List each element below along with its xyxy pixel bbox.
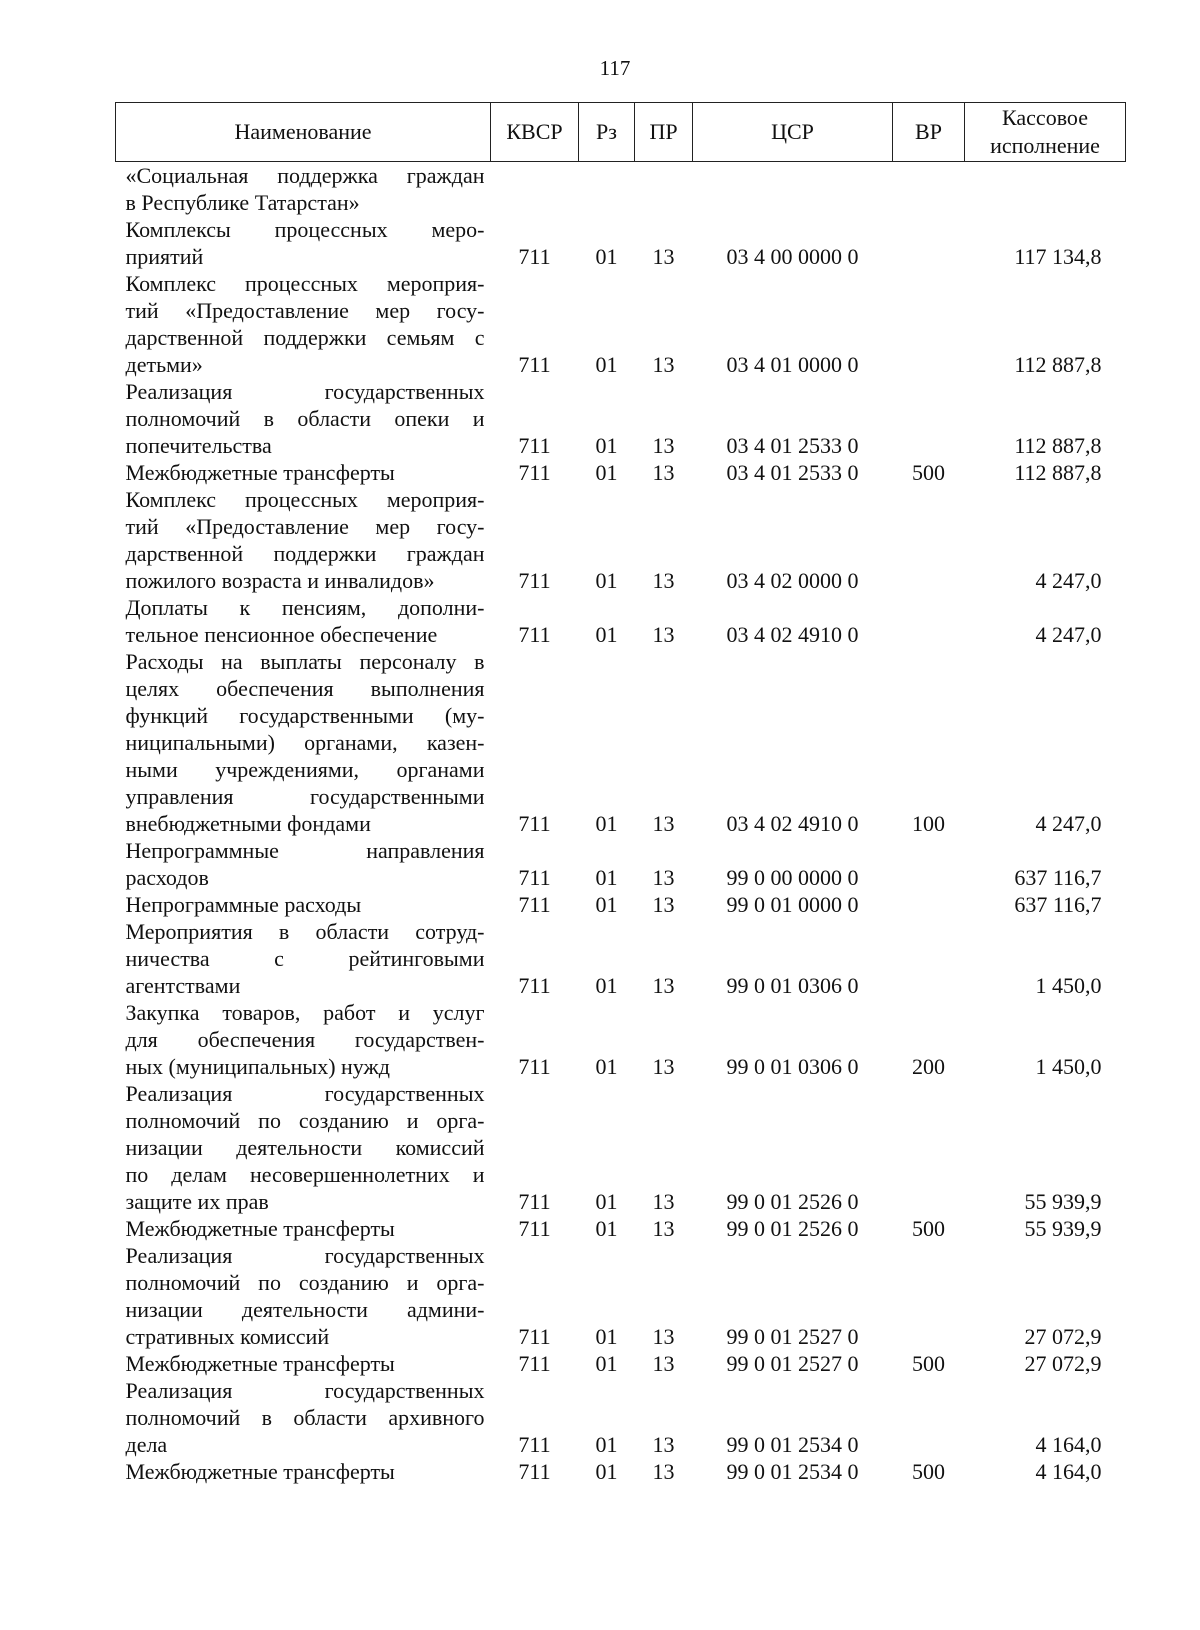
- row-kvsr-cell: 711: [518, 622, 551, 647]
- row-name-line: Межбюджетные трансферты: [125, 1459, 395, 1484]
- row-vr-cell: [893, 891, 965, 918]
- row-csr-cell: 03 4 01 2533 0: [726, 433, 859, 458]
- row-sum-cell: 637 116,7: [1014, 892, 1102, 917]
- row-pr-cell: 13: [652, 1324, 675, 1349]
- row-csr-cell: 99 0 00 0000 0: [726, 865, 859, 890]
- row-name-line: попечительства: [125, 433, 272, 458]
- row-csr-cell: [693, 162, 893, 217]
- row-csr-cell: 99 0 01 2534 0: [726, 1459, 859, 1484]
- row-kvsr-cell: 711: [518, 568, 551, 593]
- row-vr-cell: 500: [912, 1459, 945, 1484]
- row-vr-cell: 500: [912, 1351, 945, 1376]
- row-pr-cell: 13: [652, 1459, 675, 1484]
- row-name-line: Комплекс процессных мероприя-: [125, 271, 485, 296]
- row-vr-cell: [893, 486, 965, 594]
- row-name-cell: [116, 918, 491, 999]
- row-name-line: внебюджетными фондами: [125, 811, 371, 836]
- row-pr-cell: 13: [652, 811, 675, 836]
- table-row: [116, 1215, 1126, 1242]
- row-csr-cell: 03 4 01 0000 0: [726, 352, 859, 377]
- row-name-cell: [116, 1377, 491, 1458]
- row-name-cell: [116, 1080, 491, 1215]
- row-name-line: управления государственными: [125, 784, 485, 809]
- row-pr-cell: 13: [652, 865, 675, 890]
- row-name-line: стративных комиссий: [125, 1324, 330, 1349]
- table-row: [116, 1242, 1126, 1350]
- row-csr-cell: 03 4 02 4910 0: [726, 811, 859, 836]
- row-kvsr-cell: 711: [518, 1324, 551, 1349]
- row-name-cell: [116, 594, 491, 648]
- row-name-line: ничества с рейтинговыми: [125, 946, 485, 971]
- row-name-cell: [116, 1458, 491, 1485]
- row-name-cell: [116, 837, 491, 891]
- row-name-line: низации деятельности админи-: [125, 1297, 485, 1322]
- table-row: [116, 918, 1126, 999]
- row-name-cell: [116, 891, 491, 918]
- row-rz-cell: 01: [595, 1324, 618, 1349]
- row-kvsr-cell: 711: [518, 244, 551, 269]
- page-number: 117: [599, 56, 631, 80]
- row-rz-cell: 01: [595, 865, 618, 890]
- row-pr-cell: [635, 162, 693, 217]
- row-pr-cell: 13: [652, 1351, 675, 1376]
- row-kvsr-cell: 711: [518, 460, 551, 485]
- row-kvsr-cell: 711: [518, 892, 551, 917]
- row-kvsr-cell: 711: [518, 865, 551, 890]
- row-sum-cell: 4 247,0: [1035, 811, 1102, 836]
- row-name-cell: [116, 459, 491, 486]
- row-rz-cell: 01: [595, 433, 618, 458]
- row-sum-cell: 4 164,0: [1035, 1432, 1102, 1457]
- row-rz-cell: 01: [595, 892, 618, 917]
- row-pr-cell: 13: [652, 1054, 675, 1079]
- row-kvsr-cell: 711: [518, 1351, 551, 1376]
- row-sum-cell: 27 072,9: [1024, 1351, 1102, 1376]
- row-vr-cell: [893, 162, 965, 217]
- row-pr-cell: 13: [652, 244, 675, 269]
- row-name-line: низации деятельности комиссий: [125, 1135, 485, 1160]
- row-csr-cell: 99 0 01 2526 0: [726, 1189, 859, 1214]
- row-csr-cell: 99 0 01 2527 0: [726, 1351, 859, 1376]
- table-header: [116, 103, 1126, 162]
- row-name-line: для обеспечения государствен-: [125, 1027, 485, 1052]
- row-kvsr-cell: 711: [518, 1459, 551, 1484]
- row-vr-cell: [893, 918, 965, 999]
- row-name-line: агентствами: [125, 973, 241, 998]
- row-csr-cell: 99 0 01 2534 0: [726, 1432, 859, 1457]
- table-row: [116, 486, 1126, 594]
- row-vr-cell: [893, 1377, 965, 1458]
- table-row: [116, 459, 1126, 486]
- table-body: [116, 162, 1126, 1486]
- row-name-line: Реализация государственных: [125, 1378, 485, 1403]
- row-csr-cell: 99 0 01 2527 0: [726, 1324, 859, 1349]
- row-pr-cell: 13: [652, 433, 675, 458]
- row-name-line: Реализация государственных: [125, 379, 485, 404]
- row-pr-cell: 13: [652, 892, 675, 917]
- row-name-line: Непрограммные расходы: [125, 892, 362, 917]
- row-name-cell: [116, 648, 491, 837]
- row-kvsr-cell: 711: [518, 1432, 551, 1457]
- row-name-line: Реализация государственных: [125, 1243, 485, 1268]
- row-name-cell: [116, 270, 491, 378]
- row-pr-cell: 13: [652, 1216, 675, 1241]
- row-rz-cell: 01: [595, 1054, 618, 1079]
- row-rz-cell: 01: [595, 1351, 618, 1376]
- header-sum: Кассовое исполнение: [965, 103, 1126, 162]
- table-row: [116, 216, 1126, 270]
- row-name-line: тий «Предоставление мер госу-: [125, 298, 485, 323]
- row-name-line: функций государственными (му-: [125, 703, 485, 728]
- row-csr-cell: 03 4 01 2533 0: [726, 460, 859, 485]
- table-row: [116, 837, 1126, 891]
- row-pr-cell: 13: [652, 1189, 675, 1214]
- budget-execution-table: [115, 102, 1126, 1485]
- row-kvsr-cell: [491, 162, 579, 217]
- row-sum-cell: 4 247,0: [1035, 622, 1102, 647]
- row-pr-cell: 13: [652, 973, 675, 998]
- row-kvsr-cell: 711: [518, 1189, 551, 1214]
- row-name-line: полномочий в области архивного: [125, 1405, 485, 1430]
- row-kvsr-cell: 711: [518, 1054, 551, 1079]
- row-sum-cell: 637 116,7: [1014, 865, 1102, 890]
- row-vr-cell: 200: [912, 1054, 945, 1079]
- row-pr-cell: 13: [652, 568, 675, 593]
- row-csr-cell: 03 4 02 4910 0: [726, 622, 859, 647]
- row-name-line: приятий: [125, 244, 204, 269]
- row-csr-cell: 99 0 01 0306 0: [726, 1054, 859, 1079]
- row-name-line: Комплекс процессных мероприя-: [125, 487, 485, 512]
- header-name: Наименование: [116, 103, 491, 162]
- row-sum-cell: 1 450,0: [1035, 973, 1102, 998]
- row-name-line: тий «Предоставление мер госу-: [125, 514, 485, 539]
- row-kvsr-cell: 711: [518, 433, 551, 458]
- row-vr-cell: 100: [912, 811, 945, 836]
- row-name-line: Закупка товаров, работ и услуг: [125, 1000, 485, 1025]
- row-rz-cell: 01: [595, 568, 618, 593]
- row-vr-cell: 500: [912, 1216, 945, 1241]
- row-name-line: Непрограммные направления: [125, 838, 485, 863]
- row-name-line: в Республике Татарстан»: [125, 190, 360, 215]
- row-name-line: ных (муниципальных) нужд: [125, 1054, 390, 1079]
- row-rz-cell: 01: [595, 622, 618, 647]
- row-name-cell: [116, 216, 491, 270]
- row-name-line: расходов: [125, 865, 209, 890]
- row-name-line: полномочий по созданию и орга-: [125, 1270, 485, 1295]
- row-name-line: Реализация государственных: [125, 1081, 485, 1106]
- row-rz-cell: 01: [595, 973, 618, 998]
- row-name-line: тельное пенсионное обеспечение: [125, 622, 438, 647]
- row-name-line: детьми»: [125, 352, 203, 377]
- row-name-line: Комплексы процессных меро-: [125, 217, 485, 242]
- row-pr-cell: 13: [652, 352, 675, 377]
- row-pr-cell: 13: [652, 1432, 675, 1457]
- row-csr-cell: 99 0 01 0306 0: [726, 973, 859, 998]
- row-csr-cell: 03 4 02 0000 0: [726, 568, 859, 593]
- row-vr-cell: [893, 1242, 965, 1350]
- row-kvsr-cell: 711: [518, 1216, 551, 1241]
- row-name-cell: [116, 1350, 491, 1377]
- row-vr-cell: [893, 270, 965, 378]
- row-rz-cell: 01: [595, 244, 618, 269]
- row-name-line: Доплаты к пенсиям, дополни-: [125, 595, 485, 620]
- row-name-line: ниципальными) органами, казен-: [125, 730, 485, 755]
- row-name-cell: [116, 1215, 491, 1242]
- table-row: [116, 378, 1126, 459]
- row-vr-cell: [893, 837, 965, 891]
- row-sum-cell: 55 939,9: [1024, 1189, 1102, 1214]
- row-vr-cell: [893, 378, 965, 459]
- row-name-cell: [116, 378, 491, 459]
- row-name-cell: [116, 162, 491, 217]
- row-name-line: полномочий по созданию и орга-: [125, 1108, 485, 1133]
- table-row: [116, 1080, 1126, 1215]
- row-kvsr-cell: 711: [518, 352, 551, 377]
- header-vr: ВР: [893, 103, 965, 162]
- header-rz: Рз: [579, 103, 635, 162]
- row-name-cell: [116, 999, 491, 1080]
- row-sum-cell: 112 887,8: [1014, 352, 1102, 377]
- header-csr: ЦСР: [693, 103, 893, 162]
- row-name-line: по делам несовершеннолетних и: [125, 1162, 485, 1187]
- row-sum-cell: 4 164,0: [1035, 1459, 1102, 1484]
- table-row: [116, 648, 1126, 837]
- row-vr-cell: [893, 594, 965, 648]
- row-name-line: Расходы на выплаты персоналу в: [125, 649, 485, 674]
- table-row: [116, 270, 1126, 378]
- row-name-line: ными учреждениями, органами: [125, 757, 485, 782]
- row-name-line: «Социальная поддержка граждан: [125, 163, 485, 188]
- row-sum-cell: 117 134,8: [1014, 244, 1102, 269]
- row-vr-cell: [893, 216, 965, 270]
- row-rz-cell: 01: [595, 352, 618, 377]
- row-pr-cell: 13: [652, 460, 675, 485]
- row-sum-cell: 112 887,8: [1014, 433, 1102, 458]
- table-row: [116, 594, 1126, 648]
- row-sum-cell: 4 247,0: [1035, 568, 1102, 593]
- row-name-line: полномочий в области опеки и: [125, 406, 485, 431]
- row-sum-cell: 55 939,9: [1024, 1216, 1102, 1241]
- row-rz-cell: 01: [595, 1216, 618, 1241]
- row-name-line: защите их прав: [125, 1189, 269, 1214]
- row-rz-cell: 01: [595, 1459, 618, 1484]
- row-rz-cell: 01: [595, 1432, 618, 1457]
- table-row: [116, 999, 1126, 1080]
- row-csr-cell: 99 0 01 0000 0: [726, 892, 859, 917]
- row-csr-cell: 99 0 01 2526 0: [726, 1216, 859, 1241]
- row-name-line: Мероприятия в области сотруд-: [125, 919, 485, 944]
- row-pr-cell: 13: [652, 622, 675, 647]
- row-vr-cell: [893, 1080, 965, 1215]
- row-name-line: целях обеспечения выполнения: [125, 676, 485, 701]
- row-name-line: Межбюджетные трансферты: [125, 460, 395, 485]
- row-rz-cell: 01: [595, 811, 618, 836]
- row-sum-cell: 112 887,8: [1014, 460, 1102, 485]
- header-pr: ПР: [635, 103, 693, 162]
- header-kvsr: КВСР: [491, 103, 579, 162]
- row-kvsr-cell: 711: [518, 811, 551, 836]
- row-name-cell: [116, 486, 491, 594]
- row-rz-cell: 01: [595, 1189, 618, 1214]
- row-name-line: дарственной поддержки семьям с: [125, 325, 485, 350]
- row-csr-cell: 03 4 00 0000 0: [726, 244, 859, 269]
- row-rz-cell: [579, 162, 635, 217]
- row-name-line: Межбюджетные трансферты: [125, 1216, 395, 1241]
- row-sum-cell: 27 072,9: [1024, 1324, 1102, 1349]
- row-sum-cell: [965, 162, 1126, 217]
- row-vr-cell: 500: [912, 460, 945, 485]
- table-row: [116, 891, 1126, 918]
- row-kvsr-cell: 711: [518, 973, 551, 998]
- row-name-line: дела: [125, 1432, 168, 1457]
- row-name-line: пожилого возраста и инвалидов»: [125, 568, 435, 593]
- row-rz-cell: 01: [595, 460, 618, 485]
- table-row: [116, 1458, 1126, 1485]
- row-name-line: дарственной поддержки граждан: [125, 541, 485, 566]
- table-row: [116, 162, 1126, 217]
- row-name-line: Межбюджетные трансферты: [125, 1351, 395, 1376]
- table-row: [116, 1377, 1126, 1458]
- row-name-cell: [116, 1242, 491, 1350]
- table-row: [116, 1350, 1126, 1377]
- row-sum-cell: 1 450,0: [1035, 1054, 1102, 1079]
